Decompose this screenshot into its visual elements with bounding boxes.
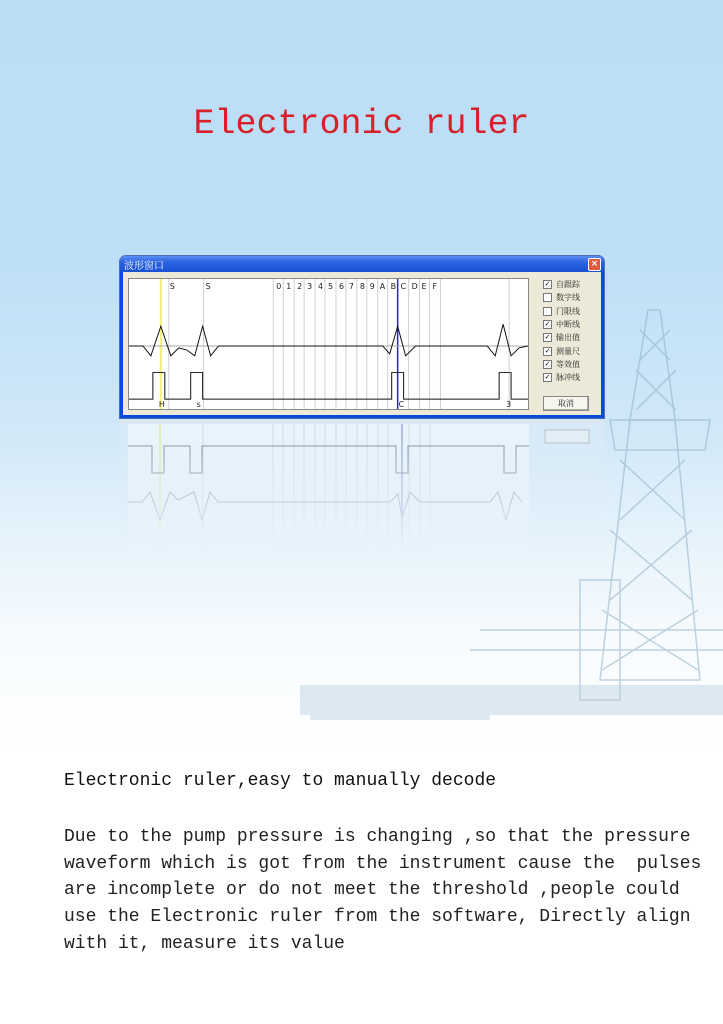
checkbox-checked-icon[interactable]: ✓ <box>544 320 551 329</box>
options-panel <box>543 278 603 384</box>
checkbox-checked-icon[interactable]: ✓ <box>544 280 551 289</box>
section-heading: Electronic ruler,easy to manually decode <box>64 771 497 791</box>
svg-text:A: A <box>379 281 386 291</box>
svg-text:B: B <box>390 281 397 291</box>
svg-text:3: 3 <box>506 400 512 410</box>
pulse-line <box>129 373 528 400</box>
waveform-window <box>120 256 604 418</box>
svg-text:1: 1 <box>286 281 292 291</box>
waveform-plot[interactable] <box>128 278 529 410</box>
svg-text:7: 7 <box>348 281 354 291</box>
paragraph-line: Due to the pump pressure is changing ,so that the pressure <box>64 827 691 847</box>
window-title: 波形窗口 <box>124 261 164 272</box>
svg-text:5: 5 <box>328 281 334 291</box>
checkbox-unchecked-icon[interactable] <box>543 293 552 302</box>
description-paragraph <box>64 824 702 958</box>
checkbox-checked-icon[interactable]: ✓ <box>544 373 551 382</box>
svg-text:6: 6 <box>338 281 345 291</box>
paragraph-line: are incomplete or do not meet the threshold ,people could <box>64 880 680 901</box>
checkbox-unchecked-icon[interactable] <box>543 307 552 316</box>
paragraph-line: use the Electronic ruler from the software, Directly align <box>64 907 691 928</box>
checkbox-auto-track[interactable] <box>543 278 603 291</box>
checkbox-label: 等效值 <box>556 359 580 369</box>
svg-text:S: S <box>169 281 175 291</box>
paragraph-line: waveform which is got from the instrument cause the pulses <box>64 853 702 874</box>
svg-text:s: s <box>196 400 201 410</box>
checkbox-output-value[interactable] <box>543 331 603 344</box>
checkbox-label: 门限线 <box>556 306 580 316</box>
svg-text:C: C <box>400 281 407 291</box>
paragraph-line: with it, measure its value <box>64 933 345 954</box>
window-reflection <box>120 420 604 555</box>
checkbox-checked-icon[interactable]: ✓ <box>544 359 551 368</box>
cancel-button[interactable]: 取消 <box>543 396 589 411</box>
svg-text:S: S <box>205 281 211 291</box>
pressure-waveform <box>129 324 528 356</box>
svg-text:3: 3 <box>307 281 313 291</box>
svg-text:F: F <box>432 281 438 291</box>
svg-text:E: E <box>421 281 427 291</box>
checkbox-checked-icon[interactable]: ✓ <box>544 333 551 342</box>
ruler-grid-lines <box>169 279 512 410</box>
checkbox-label: 测量尺 <box>556 346 580 356</box>
checkbox-measure-ruler[interactable] <box>543 344 603 357</box>
page-title: Electronic ruler <box>193 104 530 144</box>
checkbox-label: 脉冲线 <box>556 373 580 383</box>
svg-text:H: H <box>158 400 165 410</box>
checkbox-label: 自跟踪 <box>556 280 580 290</box>
checkbox-digit-line[interactable] <box>543 291 603 304</box>
window-body <box>123 272 601 415</box>
checkbox-label: 中断线 <box>556 320 580 330</box>
close-icon[interactable]: × <box>588 258 601 271</box>
checkbox-label: 输出值 <box>556 333 580 343</box>
checkbox-pulse-line[interactable] <box>543 371 603 384</box>
svg-text:4: 4 <box>318 281 324 291</box>
svg-text:2: 2 <box>297 281 303 291</box>
svg-text:0: 0 <box>276 281 282 291</box>
svg-text:8: 8 <box>359 281 365 291</box>
checkbox-label: 数字线 <box>556 293 580 303</box>
window-titlebar[interactable] <box>120 256 604 272</box>
svg-text:9: 9 <box>369 281 375 291</box>
checkbox-equivalent-value[interactable] <box>543 358 603 371</box>
svg-text:D: D <box>411 281 418 291</box>
checkbox-threshold-line[interactable] <box>543 305 603 318</box>
checkbox-checked-icon[interactable]: ✓ <box>544 346 551 355</box>
svg-text:C: C <box>398 400 405 410</box>
checkbox-break-line[interactable] <box>543 318 603 331</box>
